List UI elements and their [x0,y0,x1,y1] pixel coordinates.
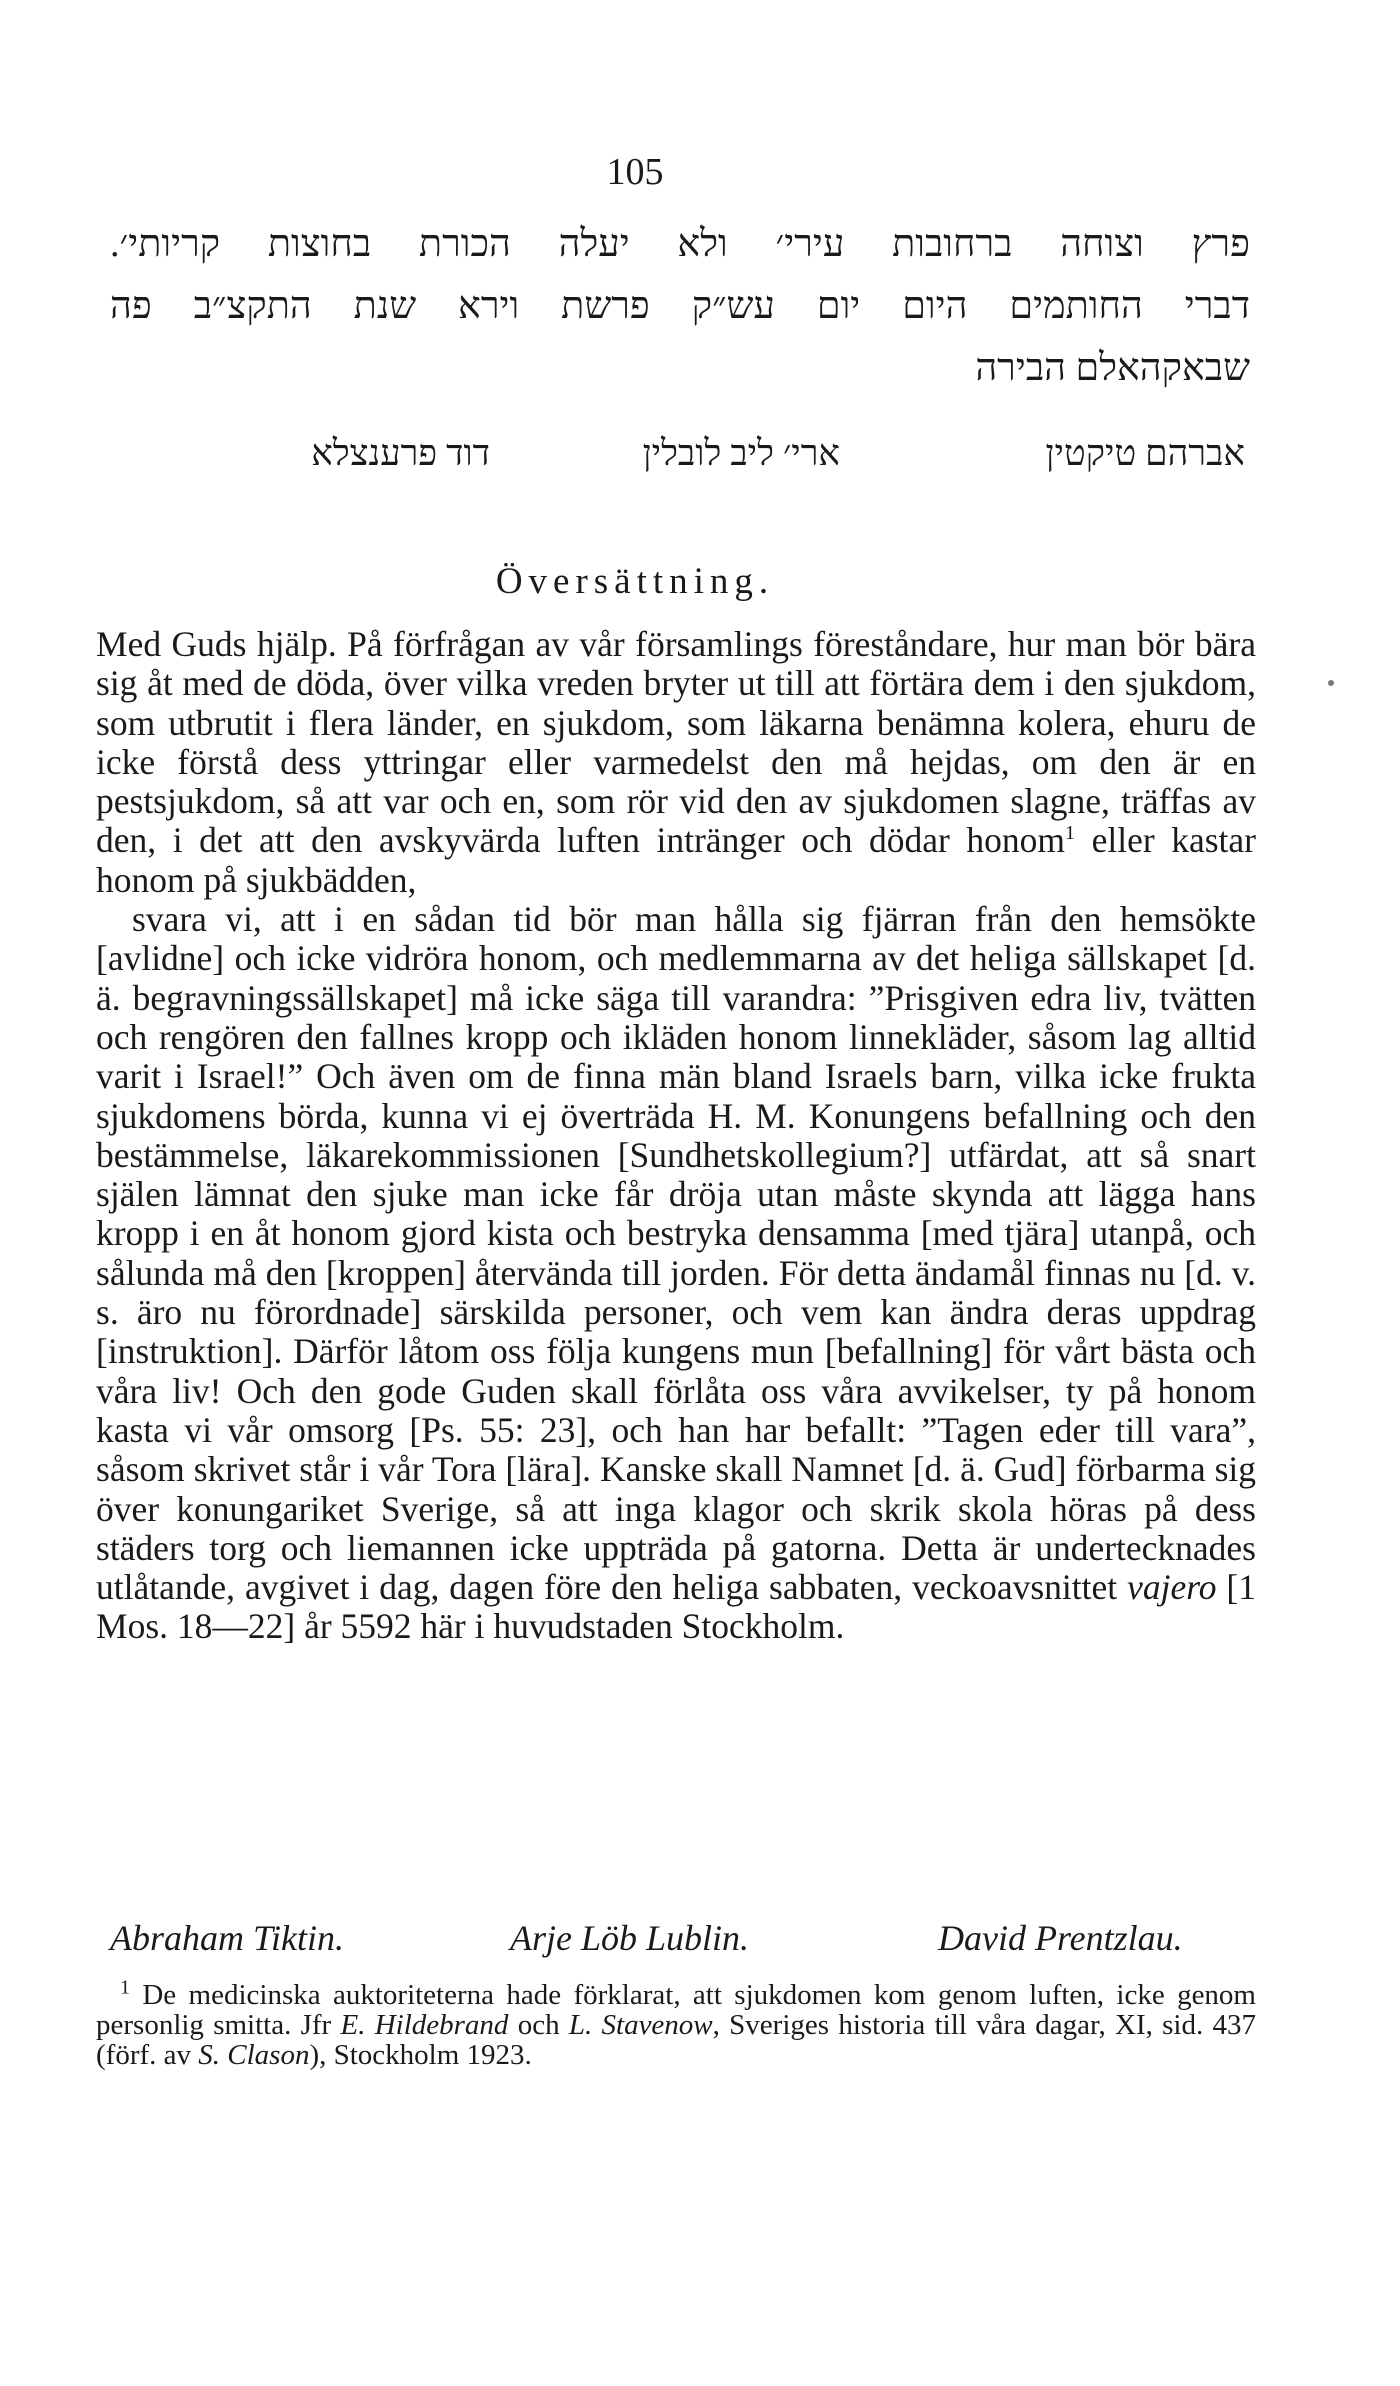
signature-arje-lob-lublin: Arje Löb Lublin. [510,1918,750,1958]
signature-abraham-tiktin: Abraham Tiktin. [110,1918,345,1958]
hebrew-signature-1: אברהם טיקטין [1045,433,1245,473]
footnote-text-1: De medicinska auktoriteterna hade förklarat, att sjukdomen kom genom luften, icke genom personlig smitta. Jfr [96,1979,1256,2041]
hebrew-line-1: פרץ וצוחה ברחובות עירי׳ ולא יעלה הכורת בחוצות קריותי׳. [110,223,1250,265]
hebrew-signature-3: דוד פרענצלא [311,433,490,473]
translation-heading: Översättning. [495,561,775,602]
hebrew-line-3: שבאקהאלם הבירה [975,347,1250,389]
footnote-author-2: L. Stavenow [568,2009,713,2041]
footnote-text-4: ), Stockholm 1923. [309,2039,532,2071]
page-number: 105 [606,151,664,193]
signature-david-prentzlau: David Prentzlau. [938,1918,1183,1958]
paragraph-2-end: [1 Mos. 18—22] år 5592 här i huvudstaden Stockholm. [96,1567,1256,1647]
footnote-text-2: och [508,2009,569,2041]
paragraph-2 [96,900,1256,1647]
paragraph-1-text: Med Guds hjälp. På förfrågan av vår församlings föreståndare, hur man bör bära sig åt med de döda, över vilka vreden bryter ut till att förtära dem i den sjukdom, som utbrutit i flera länder, en sjukdom, som läkarna benämna kolera, ehuru de icke förstå dess yttringar eller varmedelst den må hejdas, om den är en pestsjukdom, så att var och en, som rör vid den av sjukdomen slagne, träffas av den, i det att den avskyvärda luften intränger och dödar honom [96,624,1256,861]
footnote [96,1976,1256,2071]
paragraph-1-end: eller kastar honom på sjukbädden, [96,820,1256,900]
hebrew-line-2: דברי החותמים היום יום עש״ק פרשת וירא שנת התקצ״ב פה [110,285,1250,327]
print-speck [1328,680,1334,686]
paragraph-1 [96,625,1256,900]
footnote-paragraph [96,1976,1256,2071]
parashah-name: vajero [1127,1567,1217,1608]
footnote-author-3: S. Clason [198,2039,310,2071]
paragraph-2-text: svara vi, att i en sådan tid bör man hålla sig fjärran från den hemsökte [avlidne] och icke vidröra honom, och medlemmarna av det heliga sällskapet [d. ä. begravningssällskapet] må icke säga till varandra: ”Prisgiven edra liv, tvätten och rengören den fallnes kropp och ikläden honom linnekläder, såsom lag alltid varit i Israel!” Och även om de finna män bland Israels barn, vilka icke frukta sjukdomens börda, kunna vi ej överträda H. M. Konungens befallning och den bestämmelse, läkarekommissionen [Sundhetskollegium?] utfärdat, att så snart själen lämnat den sjuke man icke får dröja utan måste skynda att lägga hans kropp i en åt honom gjord kista och bestryka densamma [med tjära] utanpå, och sålunda må den [kroppen] återvända till jorden. För detta ändamål finnas nu [d. v. s. äro nu förordnade] särskilda personer, och vem kan ändra deras uppdrag [instruktion]. Därför låtom oss följa kungens mun [befallning] för vårt bästa och våra liv! Och den gode Guden skall förlåta oss våra avvikelser, ty på honom kasta vi vår omsorg [Ps. 55: 23], och han har befallt: ”Tagen eder till vara”, såsom skrivet står i vår Tora [lära]. Kanske skall Namnet [d. ä. Gud] förbarma sig över konungariket Sverige, så att inga klagor och skrik skola höras på dess städers torg och liemannen icke uppträda på gatorna. Detta är undertecknades utlåtande, avgivet i dag, dagen före den heliga sabbaten, veckoavsnittet [96,899,1256,1608]
hebrew-signature-2: ארי׳ ליב לובלין [642,433,840,473]
footnote-author-1: E. Hildebrand [340,2009,509,2041]
translation-body [96,625,1256,1647]
footnote-reference: 1 [1065,822,1076,845]
footnote-marker: 1 [120,1976,130,1999]
footnote-text-3: , Sveriges historia till våra dagar, XI, sid. 437 (förf. av [96,2009,1256,2071]
